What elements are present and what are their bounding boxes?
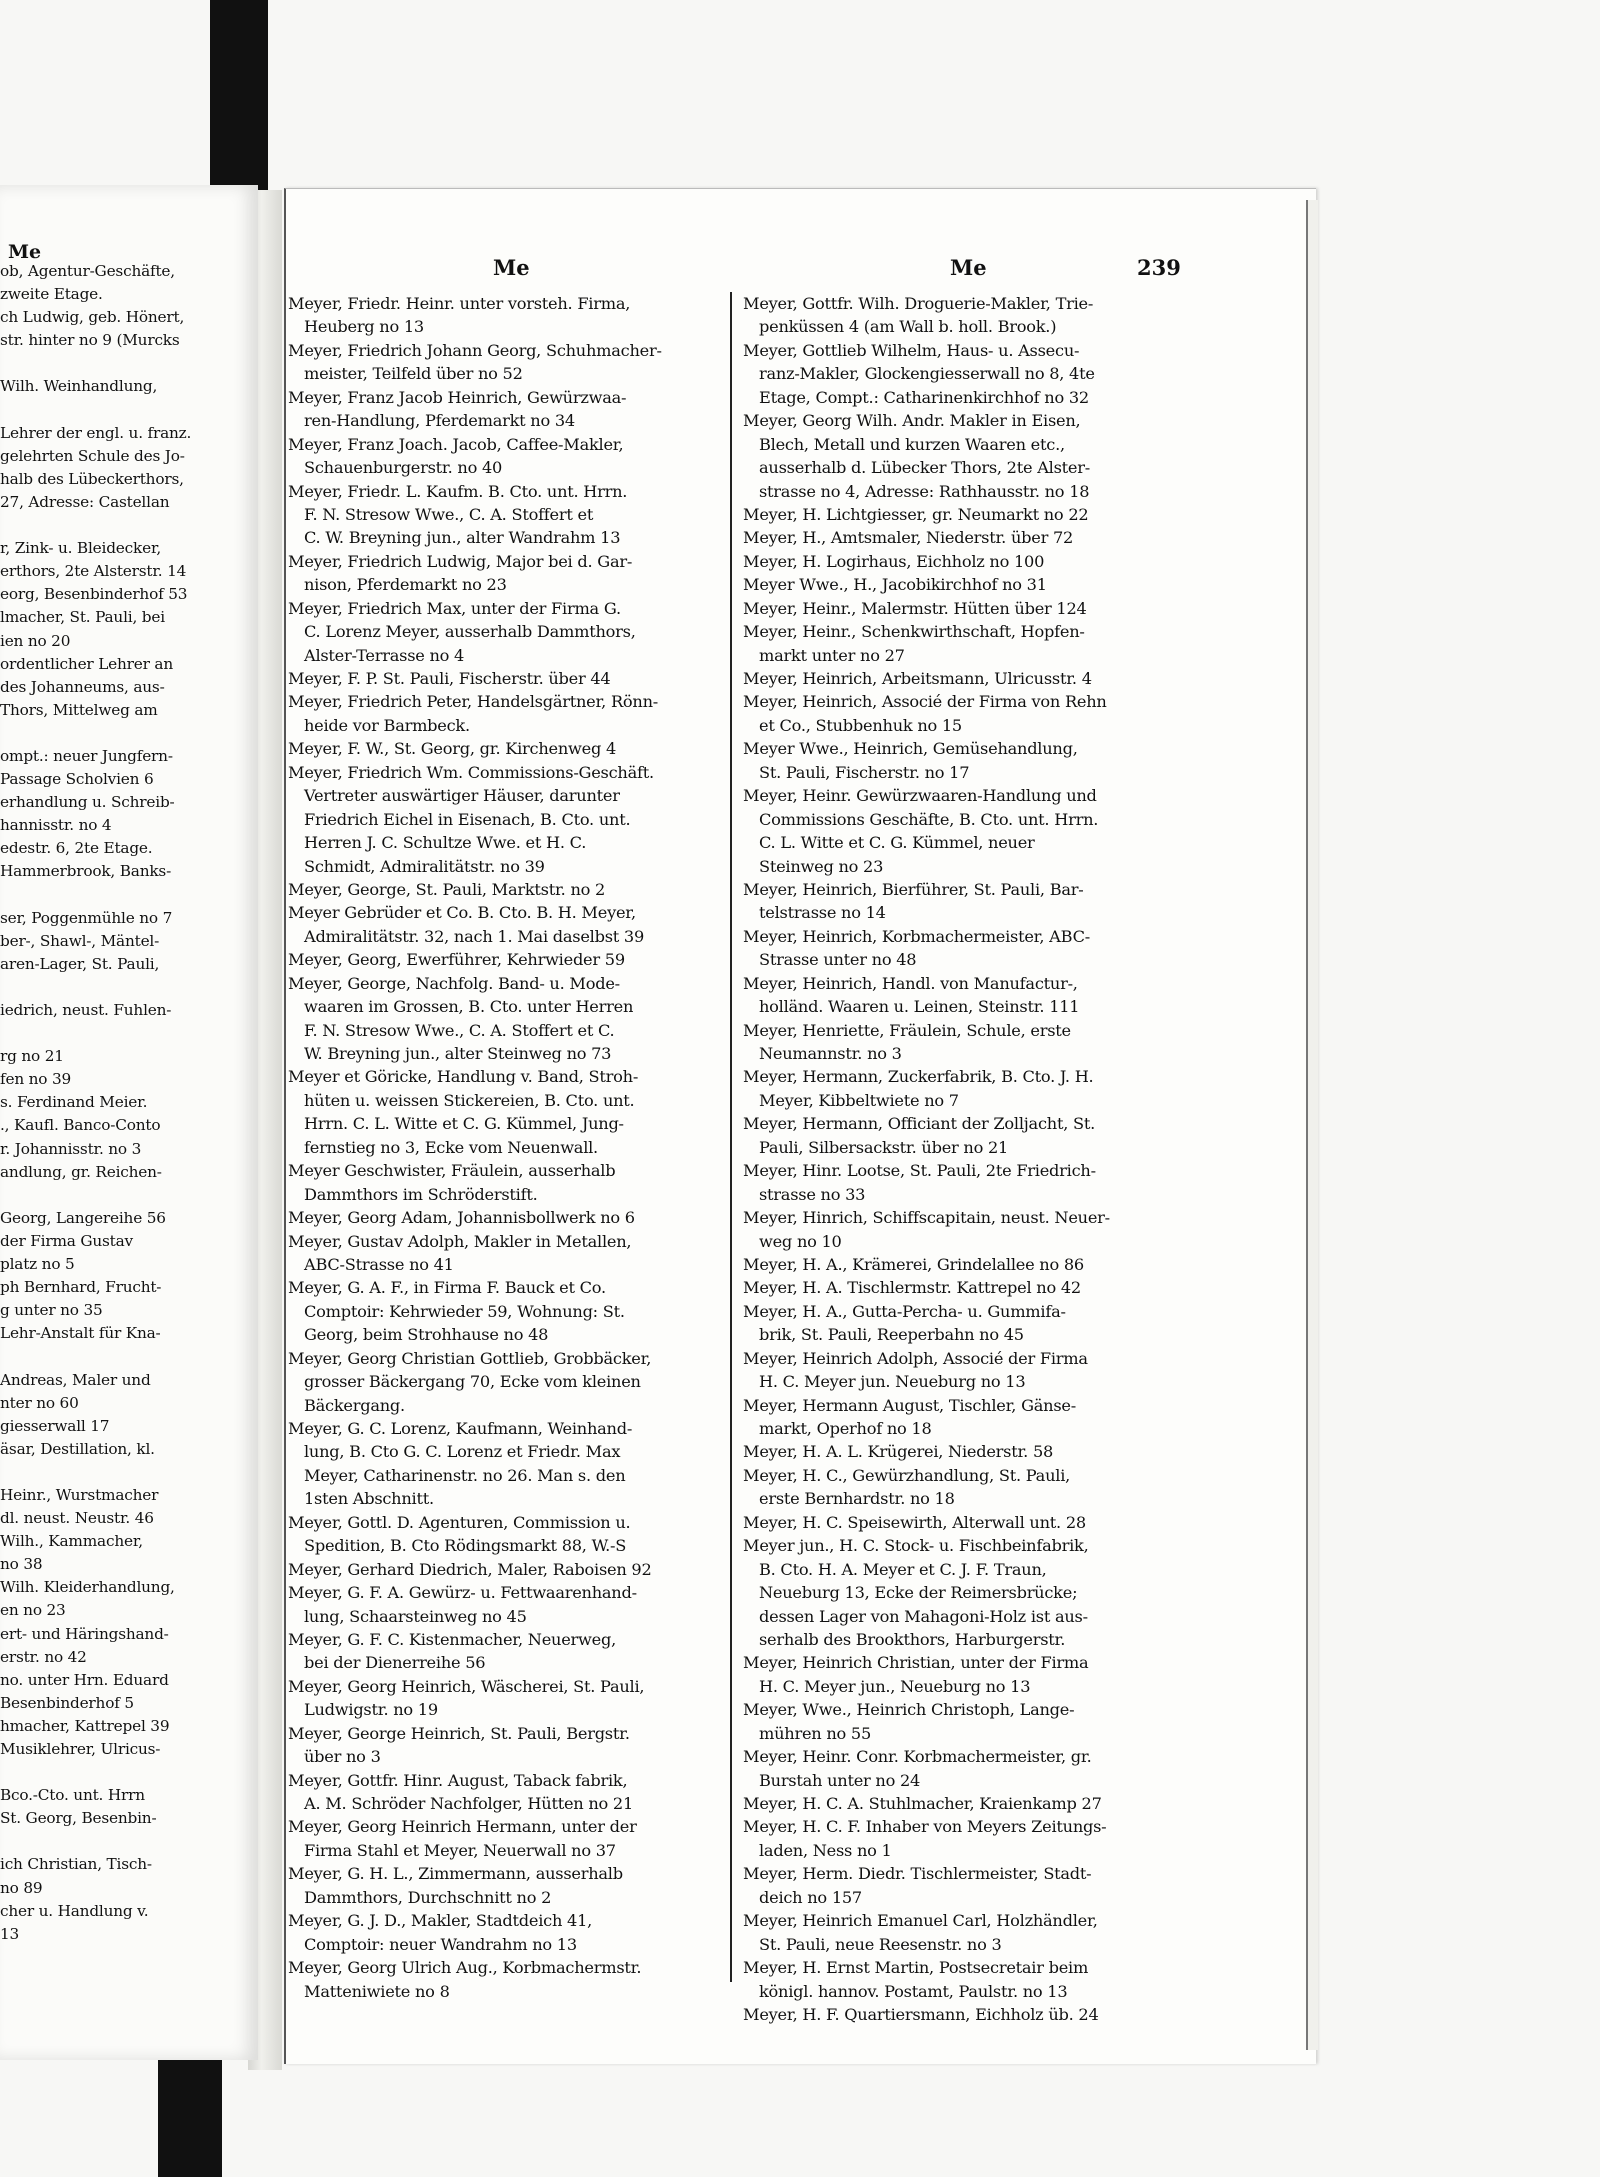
left-fragment-line: giesserwall 17 (0, 1416, 110, 1435)
entry-continuation-line: Schauenburgerstr. no 40 (304, 458, 503, 478)
left-fragment-line: St. Georg, Besenbin- (0, 1809, 157, 1828)
entry-continuation-line: dessen Lager von Mahagoni-Holz ist aus- (759, 1606, 1088, 1626)
entry-continuation-line: Herren J. C. Schultze Wwe. et H. C. (304, 833, 587, 853)
entry-continuation-line: Commissions Geschäfte, B. Cto. unt. Hrrn. (759, 809, 1099, 829)
entry-line: Meyer, Georg, Ewerführer, Kehrwieder 59 (288, 950, 625, 970)
entry-line: Meyer, G. A. F., in Firma F. Bauck et Co. (288, 1278, 606, 1298)
entry-continuation-line: Comptoir: neuer Wandrahm no 13 (304, 1934, 577, 1954)
entry-continuation-line: Admiralitätstr. 32, nach 1. Mai daselbst 39 (304, 926, 645, 946)
entry-line: Meyer, H. Logirhaus, Eichholz no 100 (743, 551, 1045, 571)
entry-continuation-line: Alster-Terrasse no 4 (304, 645, 465, 665)
entry-continuation-line: Pauli, Silbersackstr. über no 21 (759, 1137, 1009, 1157)
entry-continuation-line: W. Breyning jun., alter Steinweg no 73 (304, 1044, 612, 1063)
entry-line: Meyer, Heinr., Schenkwirthschaft, Hopfen- (743, 622, 1085, 642)
entry-continuation-line: weg no 10 (759, 1231, 842, 1251)
left-fragment-line: Wilh. Weinhandlung, (0, 377, 158, 396)
entry-continuation-line: 1sten Abschnitt. (304, 1489, 434, 1509)
entry-line: Meyer Geschwister, Fräulein, ausserhalb (288, 1161, 616, 1181)
entry-continuation-line: Bäckergang. (304, 1395, 405, 1415)
entry-continuation-line: St. Pauli, Fischerstr. no 17 (759, 762, 970, 782)
entry-line: Meyer, Hermann, Officiant der Zolljacht, St. (743, 1114, 1095, 1134)
entry-line: Meyer, Heinr., Malermstr. Hütten über 124 (743, 598, 1087, 618)
entry-line: Meyer, Heinr. Gewürzwaaren-Handlung und (743, 786, 1097, 806)
entry-line: Meyer, Wwe., Heinrich Christoph, Lange- (743, 1700, 1075, 1720)
entry-line: Meyer, Friedrich Peter, Handelsgärtner, Rönn- (288, 692, 658, 712)
entry-continuation-line: Dammthors im Schröderstift. (304, 1184, 538, 1204)
entry-continuation-line: H. C. Meyer jun., Neueburg no 13 (759, 1676, 1031, 1696)
entry-line: Meyer, G. C. Lorenz, Kaufmann, Weinhand- (288, 1419, 633, 1438)
entry-continuation-line: H. C. Meyer jun. Neueburg no 13 (759, 1372, 1026, 1392)
left-fragment-line: ser, Poggenmühle no 7 (0, 908, 173, 927)
entry-continuation-line: Firma Stahl et Meyer, Neuerwall no 37 (304, 1840, 616, 1860)
entry-line: Meyer, Heinrich, Handl. von Manufactur-, (743, 973, 1078, 993)
left-fragment-line: str. hinter no 9 (Murcks (0, 331, 180, 350)
entry-line: Meyer, Hermann August, Tischler, Gänse- (743, 1395, 1076, 1415)
left-fragment-line: eorg, Besenbinderhof 53 (0, 585, 188, 604)
left-fragment-line: 13 (0, 1924, 20, 1943)
entry-line: Meyer, H., Amtsmaler, Niederstr. über 72 (743, 528, 1074, 548)
entry-continuation-line: B. Cto. H. A. Meyer et C. J. F. Traun, (759, 1559, 1047, 1579)
left-fragment-line: Wilh. Kleiderhandlung, (0, 1578, 175, 1597)
entry-line: Meyer, Heinrich, Associé der Firma von Rehn (743, 692, 1107, 712)
left-fragment-line: ert- und Häringshand- (0, 1624, 169, 1643)
entry-line: Meyer, Gottfr. Hinr. August, Taback fabrik, (288, 1770, 628, 1790)
left-fragment-line: erstr. no 42 (0, 1647, 87, 1666)
left-fragment-line: Heinr., Wurstmacher (0, 1485, 159, 1504)
left-fragment-line: cher u. Handlung v. (0, 1901, 149, 1920)
left-fragment-line: Lehrer der engl. u. franz. (0, 423, 192, 442)
entry-continuation-line: Heuberg no 13 (304, 317, 424, 337)
entry-continuation-line: holländ. Waaren u. Leinen, Steinstr. 111 (759, 997, 1080, 1017)
entry-continuation-line: Blech, Metall und kurzen Waaren etc., (759, 434, 1065, 454)
left-fragment-line: äsar, Destillation, kl. (0, 1439, 155, 1458)
left-fragment-line: der Firma Gustav (0, 1231, 133, 1250)
entry-line: Meyer, Friedrich Ludwig, Major bei d. Gar- (288, 551, 633, 571)
entry-line: Meyer et Göricke, Handlung v. Band, Stroh- (288, 1067, 639, 1087)
entry-continuation-line: über no 3 (304, 1747, 381, 1767)
running-head-right: Me (950, 255, 987, 280)
entry-continuation-line: Vertreter auswärtiger Häuser, darunter (304, 786, 620, 806)
entry-continuation-line: erste Bernhardstr. no 18 (759, 1489, 955, 1509)
left-fragment-line: platz no 5 (0, 1255, 75, 1274)
left-fragment-line: hannisstr. no 4 (0, 816, 112, 835)
entry-line: Meyer, Heinrich Christian, unter der Firma (743, 1653, 1089, 1673)
entry-continuation-line: brik, St. Pauli, Reeperbahn no 45 (759, 1325, 1024, 1345)
left-fragment-line: r. Johannisstr. no 3 (0, 1139, 142, 1158)
entry-line: Meyer, Franz Jacob Heinrich, Gewürzwaa- (288, 387, 627, 407)
left-fragment-line: des Johanneums, aus- (0, 677, 165, 696)
entry-line: Meyer, F. P. St. Pauli, Fischerstr. über 44 (288, 669, 611, 688)
left-fragment-line (0, 1345, 258, 1368)
entry-line: Meyer, Heinr. Conr. Korbmachermeister, gr. (743, 1747, 1092, 1767)
left-fragment-line: hmacher, Kattrepel 39 (0, 1716, 170, 1735)
left-fragment-line: erthors, 2te Alsterstr. 14 (0, 562, 187, 581)
left-fragment-line: zweite Etage. (0, 285, 103, 304)
left-fragment-line: Besenbinderhof 5 (0, 1693, 134, 1712)
entry-line: Meyer, Georg Heinrich, Wäscherei, St. Pauli, (288, 1676, 645, 1696)
entry-continuation-line: Matteniwiete no 8 (304, 1981, 450, 2001)
left-fragment-line: aren-Lager, St. Pauli, (0, 954, 160, 973)
entry-continuation-line: Friedrich Eichel in Eisenach, B. Cto. unt. (304, 809, 631, 829)
left-fragment-line: ch Ludwig, geb. Hönert, (0, 308, 185, 327)
entry-line: Meyer, Gottl. D. Agenturen, Commission u. (288, 1512, 631, 1532)
left-fragment-line: edestr. 6, 2te Etage. (0, 839, 153, 858)
entry-continuation-line: lung, Schaarsteinweg no 45 (304, 1606, 527, 1626)
entry-line: Meyer, H. F. Quartiersmann, Eichholz üb. 24 (743, 2004, 1099, 2024)
entry-line: Meyer, H. C. F. Inhaber von Meyers Zeitungs- (743, 1817, 1107, 1837)
entry-line: Meyer, Hinr. Lootse, St. Pauli, 2te Friedrich- (743, 1161, 1096, 1181)
entry-line: Meyer, Herm. Diedr. Tischlermeister, Stadt- (743, 1864, 1092, 1884)
left-fragment-line: no 38 (0, 1555, 43, 1574)
entry-line: Meyer, Georg Heinrich Hermann, unter der (288, 1817, 637, 1837)
left-fragment-line (0, 399, 258, 422)
left-fragment-line: andlung, gr. Reichen- (0, 1162, 162, 1181)
left-fragment-line: Lehr-Anstalt für Kna- (0, 1324, 161, 1343)
entry-line: Meyer, G. H. L., Zimmermann, ausserhalb (288, 1864, 623, 1884)
entry-line: Meyer, G. F. A. Gewürz- u. Fettwaarenhand- (288, 1583, 637, 1603)
left-fragment-line: ., Kaufl. Banco-Conto (0, 1116, 161, 1135)
entry-continuation-line: heide vor Barmbeck. (304, 715, 470, 735)
directory-column-right (743, 292, 1185, 2026)
left-fragment-line: ordentlicher Lehrer an (0, 654, 173, 673)
left-fragment-line: rg no 21 (0, 1047, 64, 1066)
entry-line: Meyer, H. C. Speisewirth, Alterwall unt. 28 (743, 1512, 1086, 1532)
left-fragment-line: Bco.-Cto. unt. Hrrn (0, 1786, 145, 1805)
left-fragment-line: g unter no 35 (0, 1301, 103, 1320)
entry-line: Meyer, Friedr. Heinr. unter vorsteh. Firma, (288, 294, 631, 313)
entry-line: Meyer, Georg Ulrich Aug., Korbmachermstr. (288, 1958, 642, 1978)
entry-line: Meyer, Friedrich Johann Georg, Schuhmacher- (288, 340, 662, 360)
column-divider (730, 292, 732, 1982)
entry-continuation-line: hüten u. weissen Stickereien, B. Cto. unt. (304, 1090, 635, 1110)
entry-continuation-line: F. N. Stresow Wwe., C. A. Stoffert et (304, 504, 594, 524)
entry-continuation-line: grosser Bäckergang 70, Ecke vom kleinen (304, 1372, 641, 1392)
entry-line: Meyer, Georg Adam, Johannisbollwerk no 6 (288, 1208, 635, 1228)
entry-line: Meyer, Hinrich, Schiffscapitain, neust. Neuer- (743, 1208, 1110, 1228)
page-edge (1306, 200, 1318, 2050)
entry-line: Meyer, H. C., Gewürzhandlung, St. Pauli, (743, 1465, 1071, 1485)
entry-continuation-line: C. W. Breyning jun., alter Wandrahm 13 (304, 528, 621, 548)
entry-line: Meyer, George, St. Pauli, Marktstr. no 2 (288, 879, 606, 899)
left-fragment-line: en no 23 (0, 1601, 66, 1620)
entry-continuation-line: Strasse unter no 48 (759, 950, 917, 970)
entry-continuation-line: Neueburg 13, Ecke der Reimersbrücke; (759, 1583, 1078, 1603)
entry-continuation-line: telstrasse no 14 (759, 903, 886, 923)
entry-line: Meyer Gebrüder et Co. B. Cto. B. H. Meyer, (288, 903, 636, 923)
entry-line: Meyer, Friedrich Max, unter der Firma G. (288, 598, 621, 618)
left-fragment-line (0, 1830, 258, 1853)
entry-line: Meyer, Heinrich Adolph, Associé der Firma (743, 1348, 1088, 1368)
left-fragment-line (0, 722, 258, 745)
entry-line: Meyer Wwe., Heinrich, Gemüsehandlung, (743, 739, 1078, 759)
entry-continuation-line: et Co., Stubbenhuk no 15 (759, 715, 962, 735)
left-fragment-line: iedrich, neust. Fuhlen- (0, 1001, 172, 1019)
entry-continuation-line: fernstieg no 3, Ecke vom Neuenwall. (304, 1137, 598, 1157)
entry-continuation-line: Hrrn. C. L. Witte et C. G. Kümmel, Jung- (304, 1114, 624, 1134)
left-fragment-line: no. unter Hrn. Eduard (0, 1670, 169, 1689)
left-fragment-line: Georg, Langereihe 56 (0, 1208, 166, 1227)
entry-line: Meyer, H. A. Tischlermstr. Kattrepel no 42 (743, 1278, 1081, 1298)
left-fragment-line: nter no 60 (0, 1393, 79, 1412)
entry-continuation-line: mühren no 55 (759, 1723, 872, 1743)
page-number: 239 (1137, 255, 1181, 280)
left-page-fragment (0, 185, 258, 2060)
entry-continuation-line: Comptoir: Kehrwieder 59, Wohnung: St. (304, 1301, 625, 1321)
left-fragment-line: 27, Adresse: Castellan (0, 492, 170, 511)
entry-continuation-line: Steinweg no 23 (759, 856, 884, 876)
entry-continuation-line: Meyer, Catharinenstr. no 26. Man s. den (304, 1465, 626, 1485)
entry-line: Meyer Wwe., H., Jacobikirchhof no 31 (743, 575, 1047, 595)
entry-line: Meyer, F. W., St. Georg, gr. Kirchenweg 4 (288, 739, 617, 759)
entry-continuation-line: strasse no 4, Adresse: Rathhausstr. no 18 (759, 481, 1090, 501)
left-fragment-line: s. Ferdinand Meier. (0, 1093, 148, 1112)
left-fragment-line: ien no 20 (0, 631, 71, 650)
entry-line: Meyer, Heinrich Emanuel Carl, Holzhändler, (743, 1911, 1098, 1931)
left-fragment-line (0, 1461, 258, 1484)
entry-line: Meyer, Franz Joach. Jacob, Caffee-Makler, (288, 434, 624, 454)
left-page-text (0, 260, 258, 1946)
entry-line: Meyer, Gustav Adolph, Makler in Metallen, (288, 1231, 632, 1251)
entry-continuation-line: F. N. Stresow Wwe., C. A. Stoffert et C. (304, 1020, 615, 1040)
entry-continuation-line: markt unter no 27 (759, 645, 905, 665)
entry-continuation-line: bei der Dienerreihe 56 (304, 1653, 486, 1673)
left-fragment-line: ph Bernhard, Frucht- (0, 1278, 162, 1297)
entry-line: Meyer, George, Nachfolg. Band- u. Mode- (288, 973, 620, 993)
entry-continuation-line: St. Pauli, neue Reesenstr. no 3 (759, 1934, 1002, 1954)
entry-continuation-line: penküssen 4 (am Wall b. holl. Brook.) (759, 317, 1057, 337)
left-fragment-line: Thors, Mittelweg am (0, 700, 158, 719)
left-fragment-line (0, 976, 258, 999)
entry-line: Meyer, H. A., Gutta-Percha- u. Gummifa- (743, 1301, 1066, 1321)
entry-line: Meyer, Friedr. L. Kaufm. B. Cto. unt. Hrrn. (288, 481, 628, 501)
entry-continuation-line: serhalb des Brookthors, Harburgerstr. (759, 1629, 1066, 1649)
entry-continuation-line: waaren im Grossen, B. Cto. unter Herren (304, 997, 634, 1017)
entry-line: Meyer, Heinrich, Korbmachermeister, ABC- (743, 926, 1090, 946)
entry-continuation-line: meister, Teilfeld über no 52 (304, 364, 523, 384)
entry-continuation-line: strasse no 33 (759, 1184, 866, 1204)
entry-line: Meyer, Heinrich, Bierführer, St. Pauli, Bar- (743, 879, 1084, 899)
entry-line: Meyer, H. Ernst Martin, Postsecretair beim (743, 1958, 1089, 1978)
entry-continuation-line: Ludwigstr. no 19 (304, 1700, 438, 1720)
entry-line: Meyer, G. J. D., Makler, Stadtdeich 41, (288, 1911, 593, 1931)
entry-continuation-line: Dammthors, Durchschnitt no 2 (304, 1887, 552, 1907)
entry-continuation-line: lung, B. Cto G. C. Lorenz et Friedr. Max (304, 1442, 621, 1462)
left-fragment-line: no 89 (0, 1878, 43, 1897)
entry-line: Meyer, G. F. C. Kistenmacher, Neuerweg, (288, 1629, 616, 1649)
entry-line: Meyer, Henriette, Fräulein, Schule, erste (743, 1020, 1071, 1040)
entry-line: Meyer, H. C. A. Stuhlmacher, Kraienkamp 27 (743, 1794, 1102, 1813)
entry-continuation-line: laden, Ness no 1 (759, 1840, 892, 1860)
left-fragment-line (0, 1184, 258, 1207)
entry-continuation-line: Schmidt, Admiralitätstr. no 39 (304, 856, 545, 876)
entry-line: Meyer, Gottlieb Wilhelm, Haus- u. Assecu- (743, 340, 1080, 360)
entry-continuation-line: nison, Pferdemarkt no 23 (304, 575, 507, 595)
entry-line: Meyer, H. A. L. Krügerei, Niederstr. 58 (743, 1442, 1054, 1462)
left-fragment-line: ber-, Shawl-, Mäntel- (0, 931, 160, 950)
entry-line: Meyer, H. Lichtgiesser, gr. Neumarkt no 22 (743, 504, 1089, 524)
left-fragment-line: gelehrten Schule des Jo- (0, 446, 185, 465)
entry-continuation-line: Georg, beim Strohhause no 48 (304, 1325, 549, 1345)
entry-line: Meyer, Heinrich, Arbeitsmann, Ulricusstr. 4 (743, 669, 1092, 688)
left-running-head: Me (8, 241, 42, 263)
left-fragment-line: ompt.: neuer Jungfern- (0, 746, 173, 765)
entry-continuation-line: ranz-Makler, Glockengiesserwall no 8, 4te (759, 364, 1095, 384)
entry-line: Meyer, Hermann, Zuckerfabrik, B. Cto. J. H. (743, 1067, 1094, 1087)
entry-continuation-line: Spedition, B. Cto Rödingsmarkt 88, W.-S (304, 1536, 627, 1556)
entry-line: Meyer, Gerhard Diedrich, Maler, Raboisen 92 (288, 1559, 652, 1579)
directory-column-left (288, 292, 718, 2003)
entry-continuation-line: ausserhalb d. Lübecker Thors, 2te Alster- (759, 458, 1090, 478)
left-fragment-line (0, 514, 258, 537)
entry-continuation-line: C. L. Witte et C. G. Kümmel, neuer (759, 833, 1035, 853)
entry-line: Meyer, H. A., Krämerei, Grindelallee no 86 (743, 1254, 1084, 1274)
left-fragment-line (0, 352, 258, 375)
entry-line: Meyer, Georg Wilh. Andr. Makler in Eisen, (743, 411, 1081, 431)
running-head-center: Me (493, 255, 530, 280)
left-fragment-line: ob, Agentur-Geschäfte, (0, 262, 175, 280)
entry-line: Meyer, Gottfr. Wilh. Droguerie-Makler, Trie- (743, 294, 1094, 313)
left-fragment-line (0, 1761, 258, 1784)
entry-line: Meyer jun., H. C. Stock- u. Fischbeinfabrik, (743, 1536, 1089, 1556)
left-fragment-line: erhandlung u. Schreib- (0, 793, 175, 812)
left-fragment-line: fen no 39 (0, 1070, 72, 1089)
left-fragment-line (0, 1022, 258, 1045)
entry-continuation-line: Burstah unter no 24 (759, 1770, 921, 1790)
left-fragment-line: Musiklehrer, Ulricus- (0, 1740, 161, 1758)
binding-shadow-top (210, 0, 268, 190)
entry-continuation-line: ABC-Strasse no 41 (304, 1254, 454, 1274)
entry-continuation-line: deich no 157 (759, 1887, 862, 1907)
entry-line: Meyer, Friedrich Wm. Commissions-Geschäft. (288, 762, 654, 782)
left-fragment-line: Wilh., Kammacher, (0, 1532, 143, 1551)
left-fragment-line: halb des Lübeckerthors, (0, 469, 184, 488)
left-fragment-line: ich Christian, Tisch- (0, 1855, 152, 1874)
entry-continuation-line: königl. hannov. Postamt, Paulstr. no 13 (759, 1981, 1068, 2001)
entry-continuation-line: C. Lorenz Meyer, ausserhalb Dammthors, (304, 622, 636, 642)
left-fragment-line: dl. neust. Neustr. 46 (0, 1509, 154, 1528)
entry-continuation-line: Etage, Compt.: Catharinenkirchhof no 32 (759, 387, 1089, 407)
left-fragment-line (0, 884, 258, 907)
entry-line: Meyer, Georg Christian Gottlieb, Grobbäcker, (288, 1348, 652, 1368)
entry-continuation-line: Neumannstr. no 3 (759, 1044, 902, 1063)
entry-continuation-line: Meyer, Kibbeltwiete no 7 (759, 1090, 959, 1110)
entry-continuation-line: markt, Operhof no 18 (759, 1419, 932, 1438)
left-fragment-line: lmacher, St. Pauli, bei (0, 608, 165, 627)
left-fragment-line: r, Zink- u. Bleidecker, (0, 539, 162, 558)
left-fragment-line: Hammerbrook, Banks- (0, 862, 172, 881)
left-fragment-line: Passage Scholvien 6 (0, 770, 154, 789)
entry-continuation-line: ren-Handlung, Pferdemarkt no 34 (304, 411, 575, 431)
entry-continuation-line: A. M. Schröder Nachfolger, Hütten no 21 (304, 1794, 634, 1813)
binding-shadow-bottom (158, 2055, 222, 2177)
entry-line: Meyer, George Heinrich, St. Pauli, Bergstr. (288, 1723, 630, 1743)
left-fragment-line: Andreas, Maler und (0, 1370, 151, 1389)
